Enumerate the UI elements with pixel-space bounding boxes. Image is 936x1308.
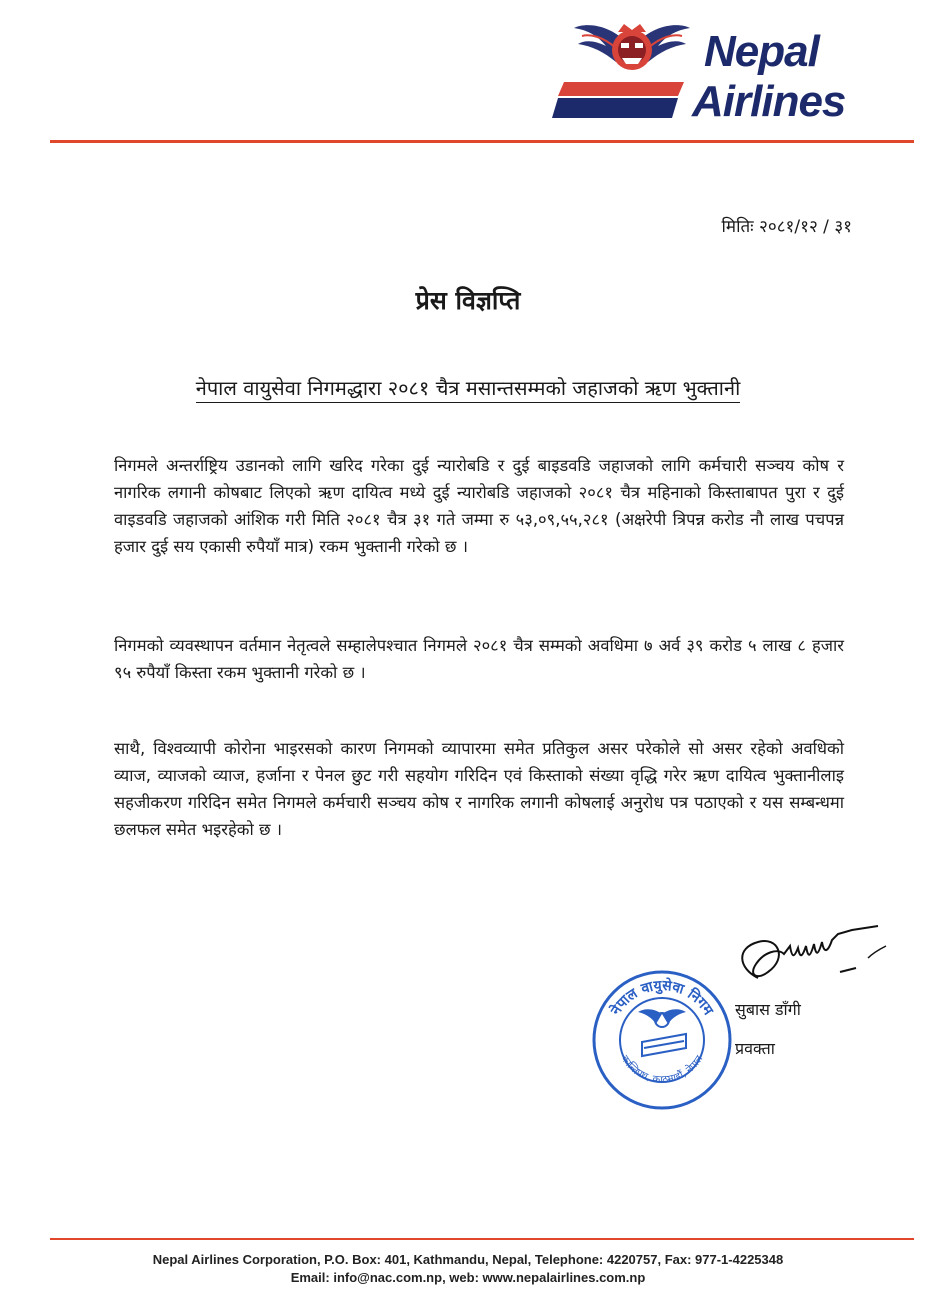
stamp-text-bottom: कान्तिपथ, काठमाडौं, नेपाल <box>618 1053 706 1086</box>
official-stamp-icon <box>590 968 734 1112</box>
subtitle <box>0 374 936 401</box>
footer-divider <box>50 1238 914 1240</box>
paragraph-3: साथै, विश्वव्यापी कोरोना भाइरसको कारण निगमको व्यापारमा समेत प्रतिकुल असर परेकोले सो असर रहेको अवधिको व्याज, व्याजको व्याज, हर्जाना र पेनल छुट गरी सहयोग गरिदिन एवं किस्ताको संख्या वृद्धि गरेर ऋण दायित्व भुक्तानीलाइ सहजीकरण गरिदिन समेत निगमले कर्मचारी सञ्चय कोष र नागरिक लगानी कोषलाई अनुरोध पत्र पठाएको र यस सम्बन्धमा छलफल समेत भइरहेको छ । <box>114 739 844 839</box>
nepal-airlines-logo <box>552 18 852 128</box>
logo-stripes-icon <box>552 82 684 118</box>
footer-contact: Email: info@nac.com.np, web: www.nepalairlines.com.np <box>290 1270 646 1285</box>
header-divider <box>50 140 914 143</box>
signatory-name: सुबास डाँगी <box>735 1000 801 1019</box>
signatory-title: प्रवक्ता <box>735 1039 775 1058</box>
date-label: मितिः २०८१/१२ / ३१ <box>721 217 852 237</box>
brand-name-nepal: Nepal <box>704 27 819 76</box>
footer-address: Nepal Airlines Corporation, P.O. Box: 401, Kathmandu, Nepal, Telephone: 4220757, Fax: 977-1-4225348 <box>152 1252 784 1267</box>
bhairab-emblem-icon <box>572 18 692 80</box>
svg-text:कान्तिपथ, काठमाडौं, नेपाल <box>619 1054 706 1086</box>
brand-name-airlines: Airlines <box>692 77 846 126</box>
signature-icon <box>728 918 908 998</box>
stamp-text-top: नेपाल वायुसेवा निगम <box>608 977 716 1019</box>
stamp-emblem-icon <box>638 1009 686 1056</box>
paragraph-2: निगमको व्यवस्थापन वर्तमान नेतृत्वले सम्हालेपश्चात निगमले २०८१ चैत्र सम्मको अवधिमा ७ अर्व ३९ करोड ५ लाख ८ हजार ९५ रुपैयाँ किस्ता रकम भुक्तानी गरेको छ । <box>114 636 844 682</box>
page-title: प्रेस विज्ञप्ति <box>415 286 521 315</box>
subtitle-text: नेपाल वायुसेवा निगमद्धारा २०८१ चैत्र मसान्तसम्मको जहाजको ऋण भुक्तानी <box>196 376 741 403</box>
paragraph-1: निगमले अन्तर्राष्ट्रिय उडानको लागि खरिद गरेका दुई न्यारोबडि र दुई बाइडवडि जहाजको लागि कर्मचारी सञ्चय कोष र नागरिक लगानी कोषबाट लिएको ऋण दायित्व मध्ये दुई न्यारोबडि जहाजको २०८१ चैत्र महिनाको किस्ताबापत पुरा र दुई वाइडवडि जहाजको आंशिक गरी मिति २०८१ चैत्र ३१ गते जम्मा रु ५३,०९,५५,२८१ (अक्षरेपी त्रिपन्न करोड नौ लाख पचपन्न हजार दुई सय एकासी रुपैयाँ मात्र) रकम भुक्तानी गरेको छ । <box>114 456 844 556</box>
